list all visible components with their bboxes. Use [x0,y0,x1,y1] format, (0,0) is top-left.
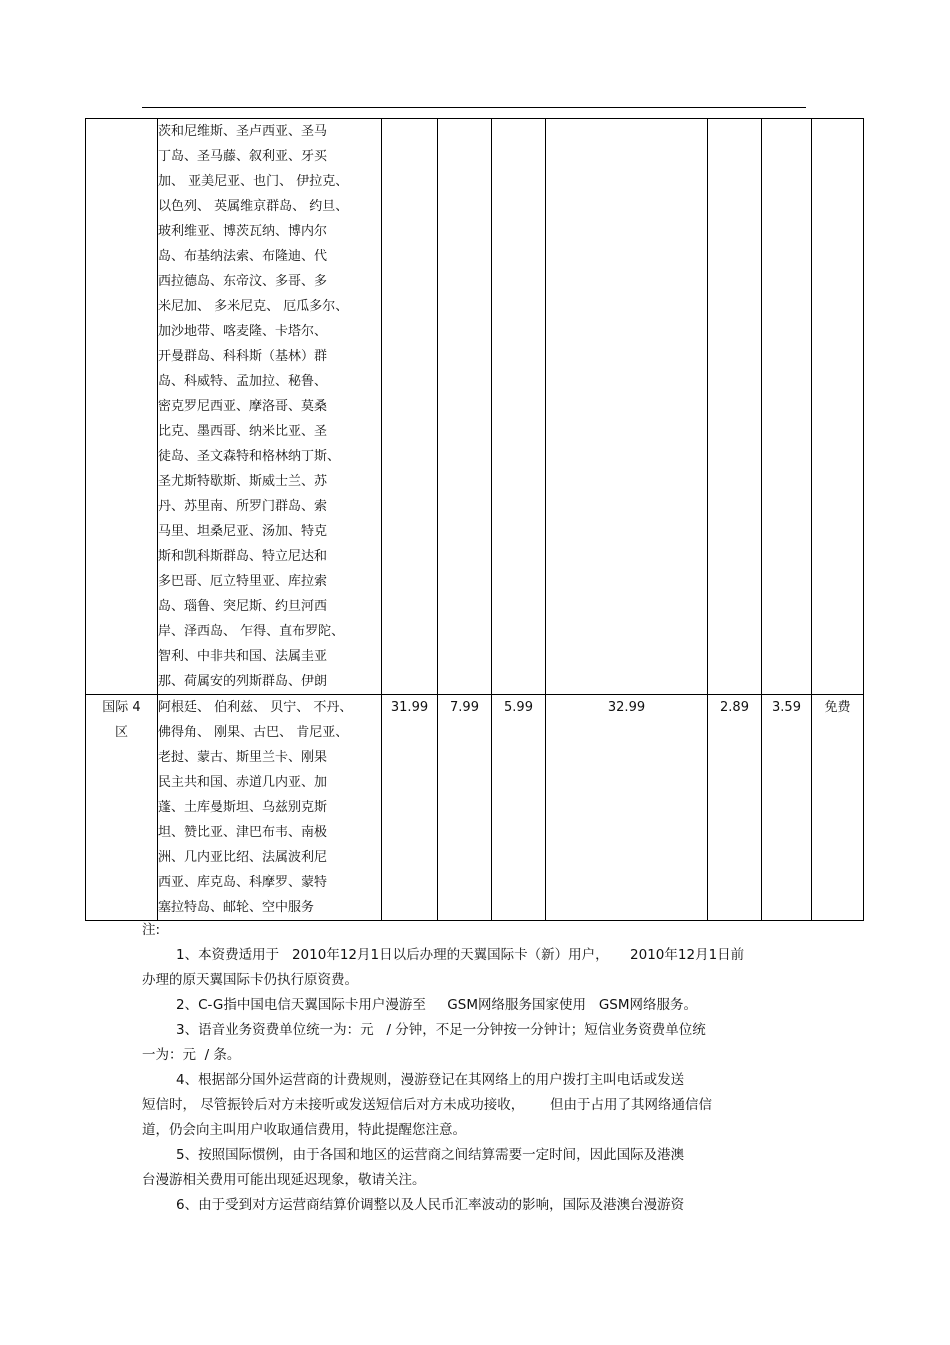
rate-cell [812,695,864,921]
country-line: 加沙地带、喀麦隆、卡塔尔、 [158,324,328,339]
notes-heading: 注: [142,922,161,938]
note-line: 台漫游相关费用可能出现延迟现象，敬请关注。 [142,1172,426,1188]
country-line: 马里、坦桑尼亚、汤加、特克 [158,524,328,539]
country-list-cell [158,119,382,695]
note-line: 5、按照国际惯例，由于各国和地区的运营商之间结算需要一定时间，因此国际及港澳 [176,1147,685,1163]
rate-cell [492,695,546,921]
country-line: 坦、赞比亚、津巴布韦、南极 [158,825,328,840]
rate-value: 3.59 [772,700,801,715]
rate-cell [762,119,812,695]
country-line: 岛、布基纳法索、布隆迪、代 [158,249,328,264]
country-line: 丹、苏里南、所罗门群岛、索 [158,499,328,514]
rate-value: 免费 [824,700,851,715]
country-line: 斯和凯科斯群岛、特立尼达和 [158,549,328,564]
rate-value: 7.99 [450,700,479,715]
country-line: 老挝、蒙古、斯里兰卡、刚果 [158,750,328,765]
rate-cell [708,119,762,695]
country-line: 多巴哥、厄立特里亚、库拉索 [158,574,328,589]
country-line: 岸、泽西岛、 乍得、直布罗陀、 [158,624,345,639]
rate-value: 32.99 [607,700,646,715]
rate-cell [382,119,438,695]
rate-cell [382,695,438,921]
header-rule [142,107,806,108]
rate-cell [546,695,708,921]
country-line: 西拉德岛、东帝汶、多哥、多 [158,274,328,289]
note-line: 6、由于受到对方运营商结算价调整以及人民币汇率波动的影响，国际及港澳台漫游资 [176,1197,685,1213]
zone-cell-empty [86,119,158,695]
rate-value: 31.99 [390,700,429,715]
country-line: 密克罗尼西亚、摩洛哥、莫桑 [158,399,328,414]
country-line: 阿根廷、 伯利兹、 贝宁、 不丹、 [158,700,353,715]
country-line: 以色列、 英属维京群岛、 约旦、 [158,199,349,214]
country-line: 岛、瑙鲁、突尼斯、约旦河西 [158,599,328,614]
country-line: 那、荷属安的列斯群岛、伊朗 [158,674,328,689]
table-row-continuation [86,119,864,695]
country-line: 加、 亚美尼亚、也门、 伊拉克、 [158,174,349,189]
rate-value: 2.89 [720,700,749,715]
note-line: 3、语音业务资费单位统一为：元 / 分钟，不足一分钟按一分钟计；短信业务资费单位统 [176,1022,706,1038]
rate-cell [492,119,546,695]
country-line: 开曼群岛、科科斯（基林）群 [158,349,328,364]
zone-label: 国际 4 [102,700,141,715]
rate-cell [812,119,864,695]
rate-cell [438,695,492,921]
note-line: 道，仍会向主叫用户收取通信费用，特此提醒您注意。 [142,1122,466,1138]
note-line: 4、根据部分国外运营商的计费规则，漫游登记在其网络上的用户拨打主叫电话或发送 [176,1072,685,1088]
country-line: 米尼加、 多米尼克、 厄瓜多尔、 [158,299,349,314]
rate-cell [546,119,708,695]
country-line: 蓬、土库曼斯坦、乌兹别克斯 [158,800,328,815]
rate-table [85,118,864,921]
country-line: 圣尤斯特歇斯、斯威士兰、苏 [158,474,328,489]
country-line: 茨和尼维斯、圣卢西亚、圣马 [158,124,328,139]
note-line: 一为：元 / 条。 [142,1047,241,1063]
rate-cell [438,119,492,695]
country-line: 玻利维亚、博茨瓦纳、博内尔 [158,224,328,239]
rate-value: 5.99 [504,700,533,715]
country-line: 佛得角、 刚果、古巴、 肯尼亚、 [158,725,349,740]
zone-label-cell [86,695,158,921]
country-line: 民主共和国、赤道几内亚、加 [158,775,328,790]
country-line: 徒岛、圣文森特和格林纳丁斯、 [158,449,341,464]
zone-label-suffix: 区 [114,725,128,740]
note-line: 短信时， 尽管振铃后对方未接听或发送短信后对方未成功接收， 但由于占用了其网络通信信 [142,1097,713,1113]
rate-cell [762,695,812,921]
note-line: 办理的原天翼国际卡仍执行原资费。 [142,972,358,988]
note-line: 1、本资费适用于 2010年12月1日以后办理的天翼国际卡（新）用户， 2010年12月1日前 [176,947,745,963]
country-line: 洲、几内亚比绍、法属波利尼 [158,850,328,865]
note-line: 2、C-G指中国电信天翼国际卡用户漫游至 GSM网络服务国家使用 GSM网络服务。 [176,997,698,1013]
table-row-zone4 [86,695,864,921]
country-line: 比克、墨西哥、纳米比亚、圣 [158,424,328,439]
rate-cell [708,695,762,921]
notes-section [142,918,814,1218]
country-line: 岛、科威特、孟加拉、秘鲁、 [158,374,328,389]
country-line: 塞拉特岛、邮轮、空中服务 [158,900,315,915]
country-line: 西亚、库克岛、科摩罗、蒙特 [158,875,328,890]
country-list-cell [158,695,382,921]
country-line: 丁岛、圣马藤、叙利亚、牙买 [158,149,328,164]
country-line: 智利、中非共和国、法属圭亚 [158,649,328,664]
